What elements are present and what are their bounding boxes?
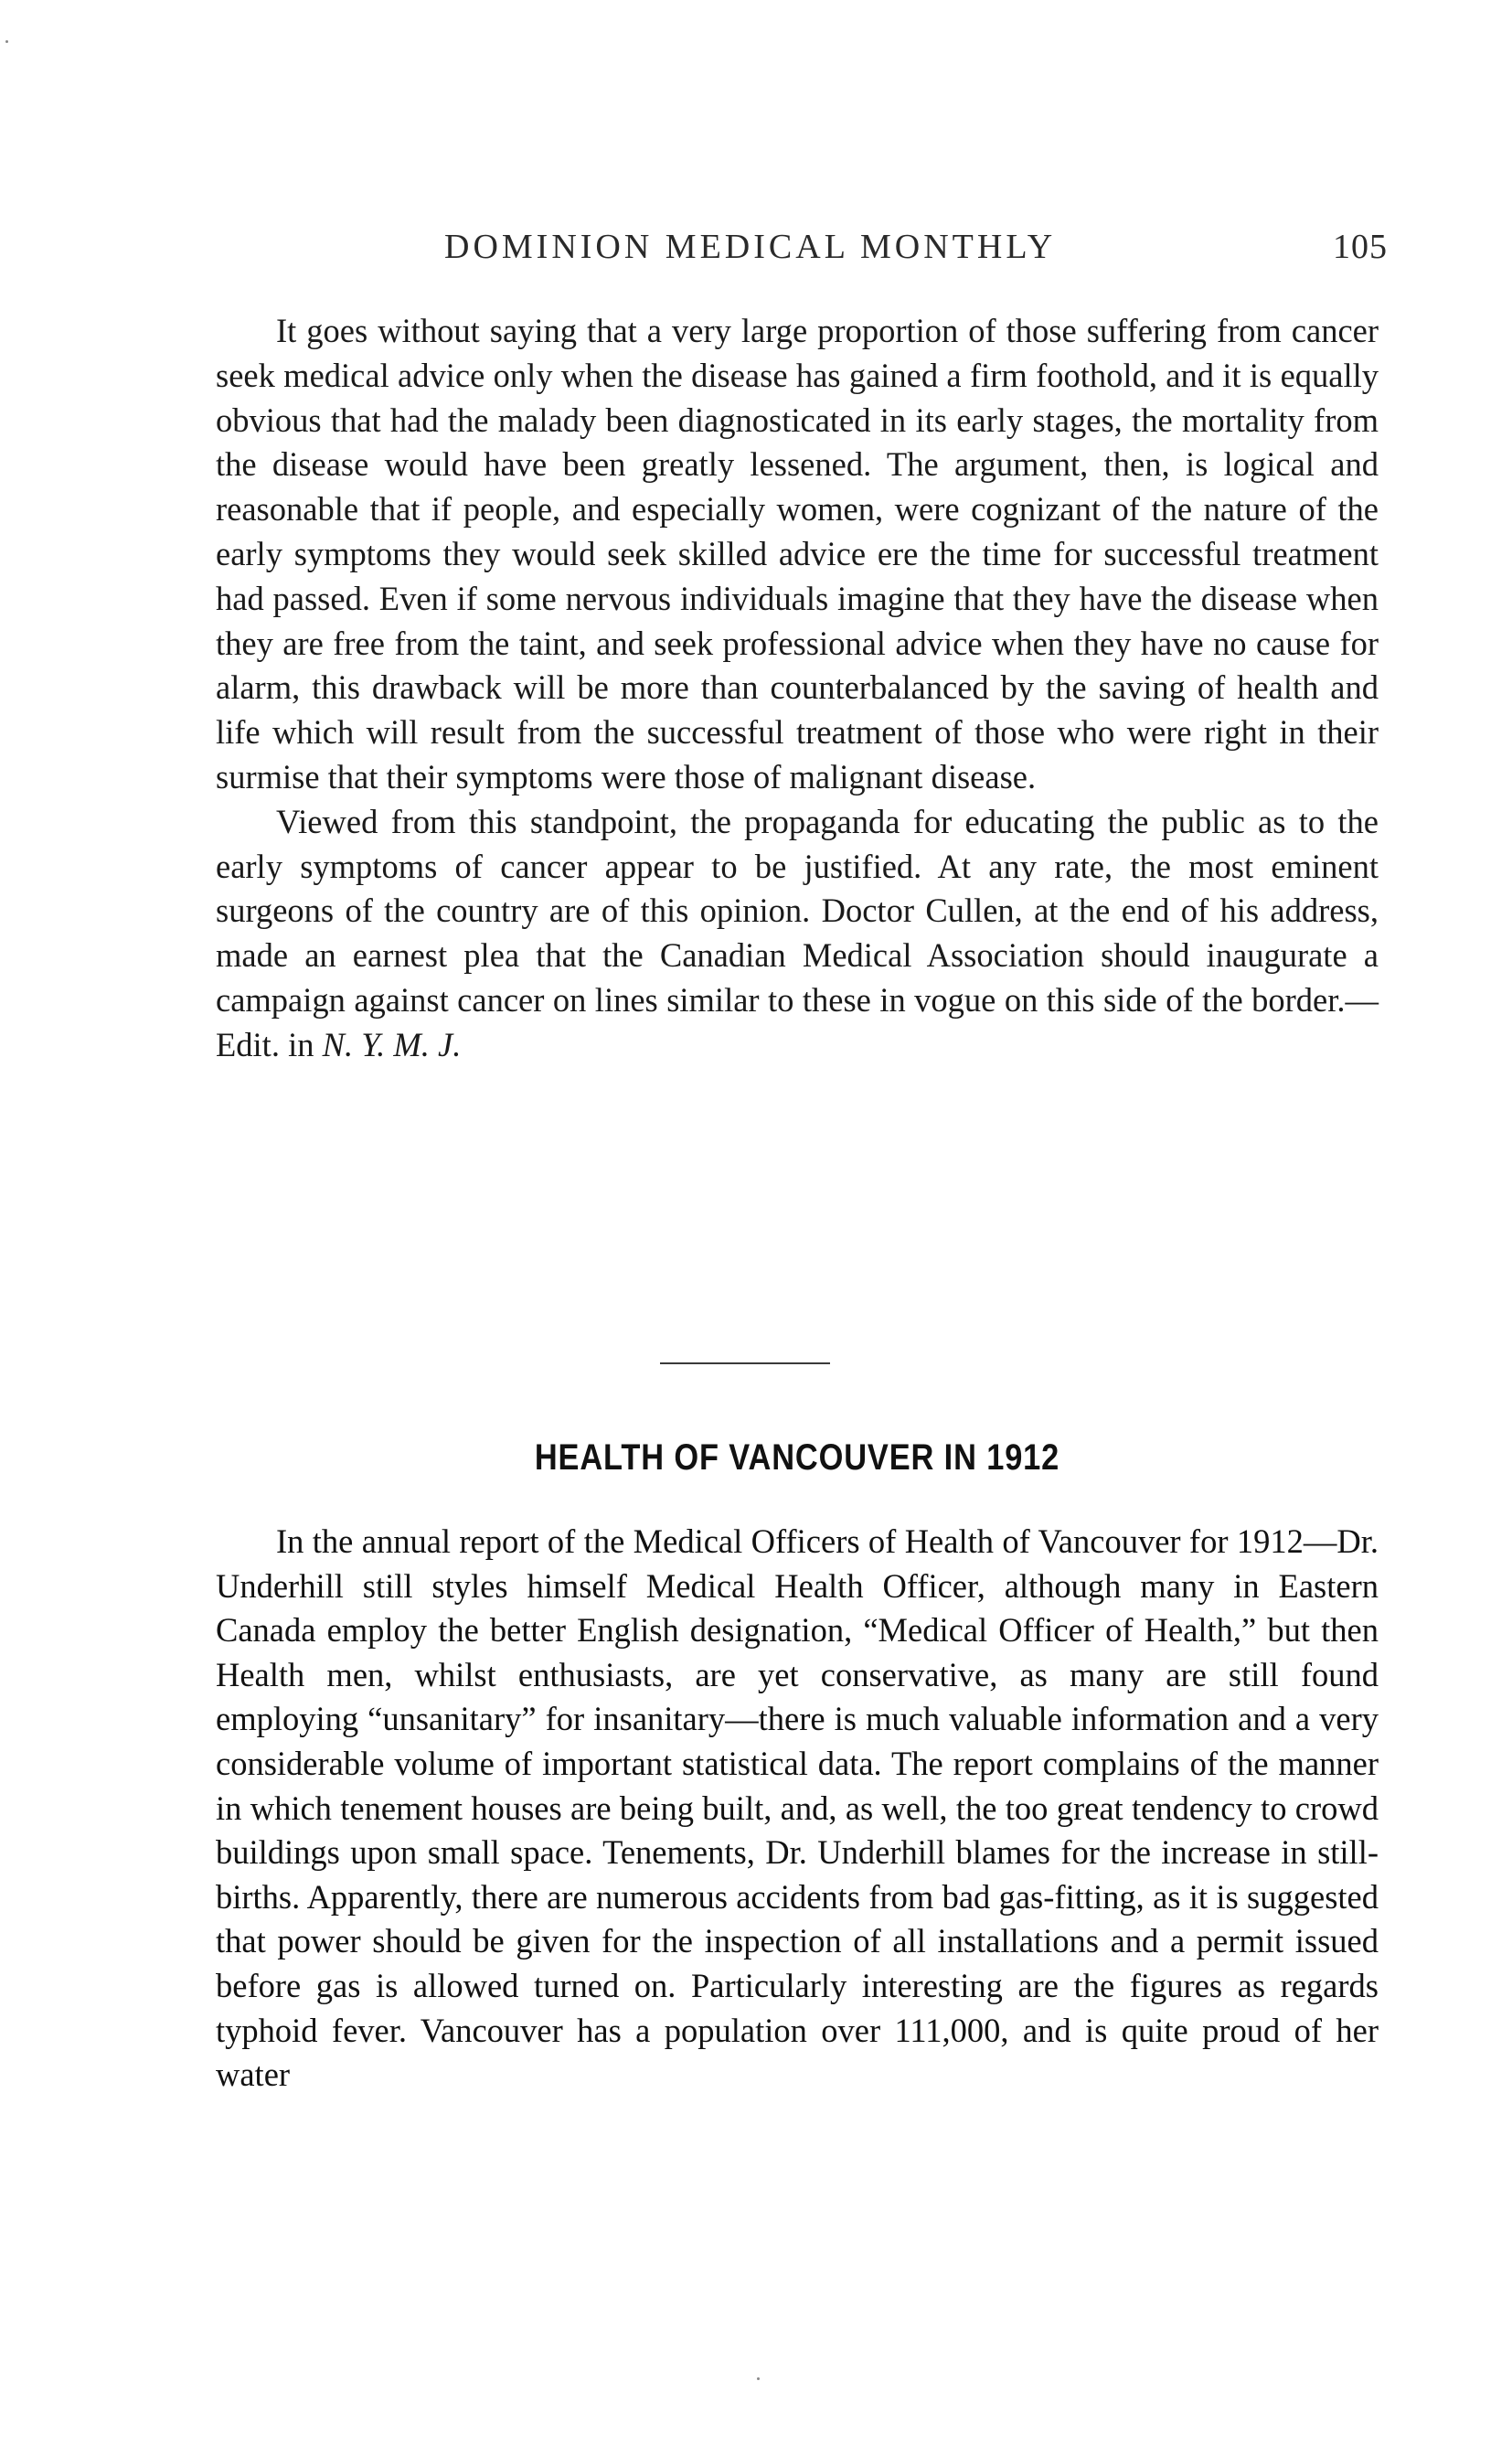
paragraph-text: Viewed from this standpoint, the propaganda for educating the public as to the early symptoms of cancer appear to be justified. At any rate, the most eminent surgeons of the country are of this opinion. Doctor Cullen, at the end of his address, made an earnest plea that the Canadian Medical Association should inaugurate a campaign against cancer on lines similar to these in vogue on this side of the border.—Edit. in bbox=[216, 802, 1379, 1063]
scan-speck bbox=[5, 40, 8, 43]
article-health-of-vancouver bbox=[216, 1520, 1379, 2098]
section-divider bbox=[660, 1362, 830, 1364]
citation: N. Y. M. J. bbox=[322, 1025, 462, 1063]
paragraph-with-citation bbox=[216, 800, 1379, 1068]
paragraph: It goes without saying that a very large proportion of those suffering from cancer seek medical advice only when the disease has gained a firm foothold, and it is equally obvious that had the malady been diagnosticated in its early stages, the mortality from the disease would have been greatly lessened. The argument, then, is logical and reasonable that if people, and especially women, were cognizant of the nature of the early symptoms they would seek skilled advice ere the time for successful treatment had passed. Even if some nervous individuals imagine that they have the disease when they are free from the taint, and seek professional advice when they have no cause for alarm, this drawback will be more than counterbalanced by the saving of health and life which will result from the successful treatment of those who were right in their surmise that their symptoms were those of malignant disease. bbox=[216, 312, 1379, 796]
page-number: 105 bbox=[1333, 228, 1388, 266]
journal-title: DOMINION MEDICAL MONTHLY bbox=[444, 228, 1057, 266]
article-cancer-education bbox=[216, 309, 1379, 1068]
scan-speck bbox=[757, 2377, 760, 2380]
running-header bbox=[444, 227, 1388, 272]
paragraph: In the annual report of the Medical Officers of Health of Vancouver for 1912—Dr. Underhill still styles himself Medical Health Officer, although many in Eastern Canada employ the better English designation, “Medical Officer of Health,” but then Health men, whilst enthusiasts, are yet conservative, as many are still found employing “unsanitary” for insanitary—there is much valuable information and a very considerable volume of important statistical data. The report complains of the manner in which tenement houses are being built, and, as well, the too great tendency to crowd buildings upon small space. Tenements, Dr. Underhill blames for the increase in still-births. Apparently, there are numerous accidents from bad gas-fitting, as it is suggested that power should be given for the inspection of all installations and a permit issued before gas is allowed turned on. Particularly interesting are the figures as regards typhoid fever. Vancouver has a population over 111,000, and is quite proud of her water bbox=[216, 1522, 1379, 2094]
section-heading: HEALTH OF VANCOUVER IN 1912 bbox=[534, 1437, 1060, 1478]
